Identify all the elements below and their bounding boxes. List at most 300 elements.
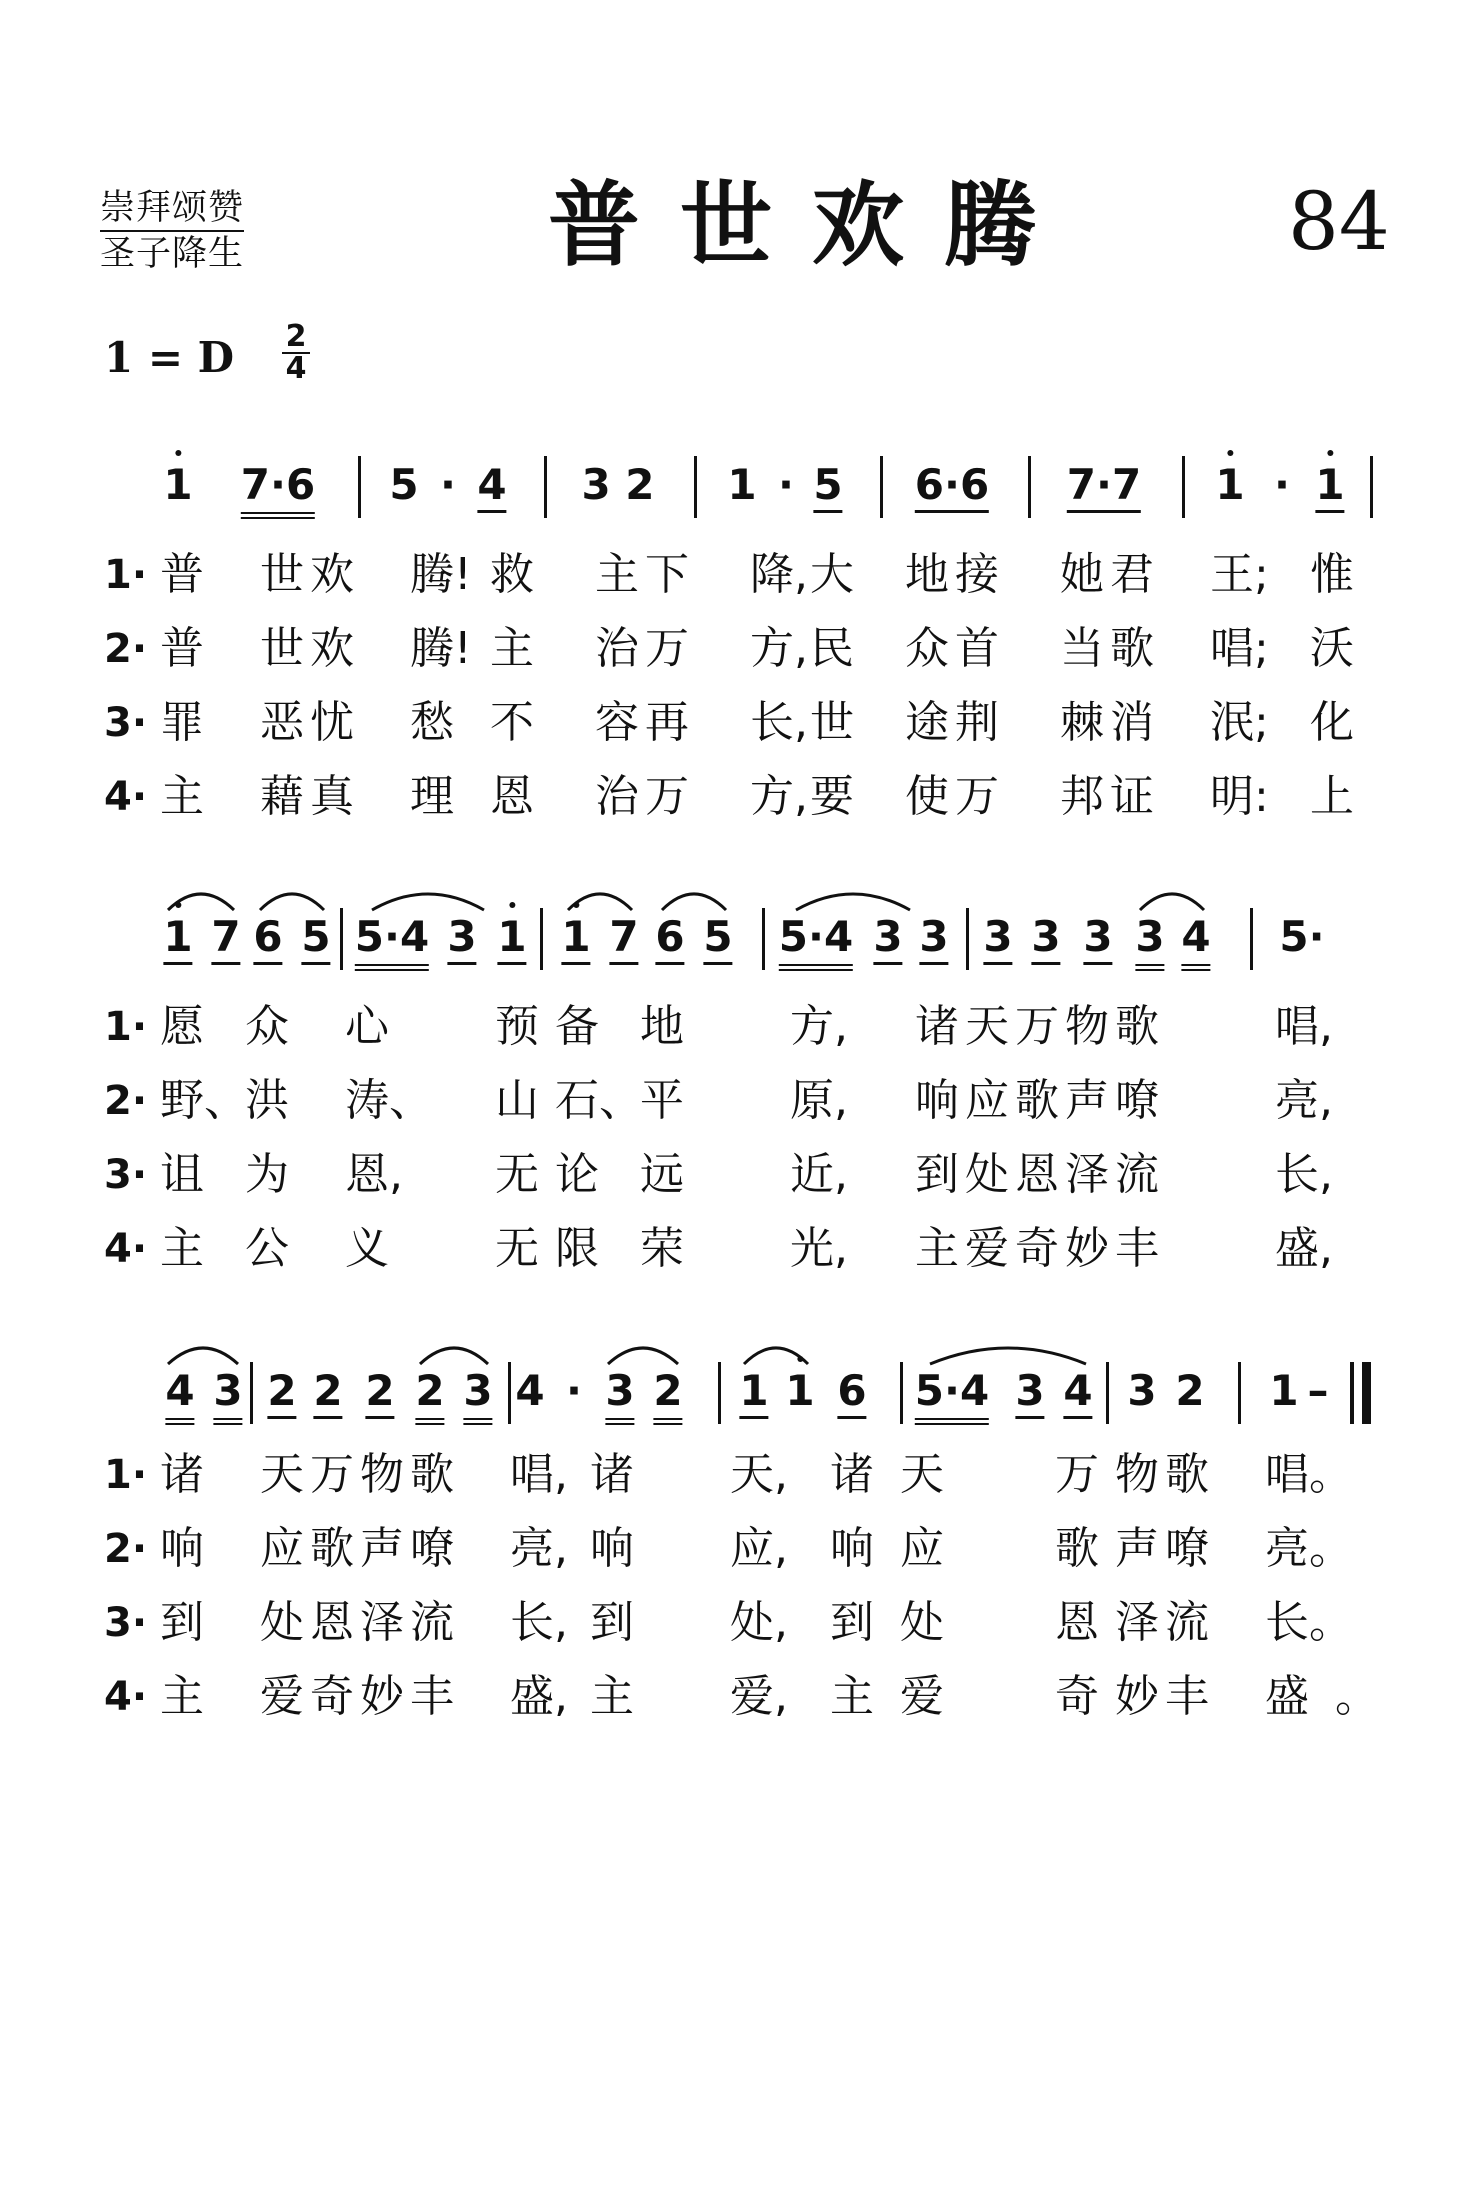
lyric-syllable: 限: [555, 1223, 599, 1274]
note-digit: 3: [983, 912, 1013, 961]
hymn-number: 84: [1288, 175, 1390, 268]
note: [301, 912, 330, 965]
note-digit: 3: [605, 1366, 635, 1415]
note: [1127, 1366, 1156, 1416]
lyric-syllable: 处,: [730, 1597, 788, 1648]
slur-arc: [568, 894, 632, 910]
note: [739, 1366, 768, 1419]
note-digit: 7: [211, 912, 241, 961]
lyric-syllable: 腾!: [410, 549, 472, 600]
lyric-syllable: 大: [810, 549, 854, 600]
lyric-syllable: 主: [490, 623, 534, 674]
note-digit: 2: [313, 1366, 343, 1415]
lyric-syllable: 治: [595, 623, 639, 674]
note: [241, 460, 315, 519]
lyric-syllable: 降,: [750, 549, 808, 600]
lyric-syllable: 物: [1065, 1001, 1109, 1052]
note-digit: 1: [739, 1366, 769, 1415]
note: [213, 1366, 242, 1425]
barline: [508, 1362, 511, 1424]
barline: [1238, 1362, 1241, 1424]
verse-number: 1·: [104, 1452, 148, 1498]
lyric-syllable: 到: [160, 1597, 204, 1648]
lyric-syllable: 世: [810, 697, 854, 748]
note: [779, 912, 853, 971]
lyric-syllable: 无: [495, 1223, 539, 1274]
lyric-syllable: 君: [1110, 549, 1154, 600]
verse-number: 2·: [104, 1526, 148, 1572]
barline: [966, 908, 969, 970]
lyric-syllable: 流: [1165, 1597, 1209, 1648]
lyric-syllable: 无: [495, 1149, 539, 1200]
lyric-syllable: 应: [965, 1075, 1009, 1126]
lyric-syllable: 天,: [730, 1449, 788, 1500]
lyric-syllable: 恩: [310, 1597, 354, 1648]
category-secondary: 圣子降生: [100, 234, 245, 274]
lyric-syllable: 响: [590, 1523, 634, 1574]
lyric-line-verse-2: [0, 1522, 1476, 1582]
note-digit: 3: [1127, 1366, 1157, 1415]
slur: [166, 1340, 240, 1366]
note-digit: 3: [447, 912, 477, 961]
note-digit: 5: [301, 912, 331, 961]
lyric-syllable: 爱: [900, 1671, 944, 1722]
lyric-syllable: 爱,: [730, 1671, 788, 1722]
lyric-syllable: 恩,: [345, 1149, 403, 1200]
note-digit: 2: [365, 1366, 395, 1415]
note-digit: –: [1307, 1366, 1329, 1415]
note: [1031, 912, 1060, 965]
lyric-syllable: 公: [245, 1223, 289, 1274]
lyric-syllable: 地: [640, 1001, 684, 1052]
slur-arc: [372, 894, 484, 910]
lyric-syllable: 嘹: [1165, 1523, 1209, 1574]
lyric-syllable: 恩: [1055, 1597, 1099, 1648]
lyric-syllable: 备: [555, 1001, 599, 1052]
lyric-syllable: 惟: [1310, 549, 1354, 600]
note-digit: 2: [653, 1366, 683, 1415]
lyric-line-verse-1: [0, 548, 1476, 608]
lyric-syllable: 亮,: [510, 1523, 568, 1574]
lyric-syllable: 方,: [750, 623, 808, 674]
slur-arc: [796, 894, 910, 910]
note: [609, 912, 638, 965]
final-barline-thin: [1350, 1362, 1354, 1424]
note-digit: 3: [873, 912, 903, 961]
lyric-syllable: 唱,: [510, 1449, 568, 1500]
augmentation-dot: [566, 1366, 582, 1416]
lyric-syllable: 普: [160, 549, 204, 600]
lyric-syllable: 唱;: [1210, 623, 1269, 674]
slur-arc: [608, 1348, 678, 1364]
note-digit: ·: [440, 460, 456, 509]
lyric-syllable: 荣: [640, 1223, 684, 1274]
barline: [718, 1362, 721, 1424]
lyric-syllable: 治: [595, 771, 639, 822]
lyric-syllable: 泯;: [1210, 697, 1269, 748]
lyric-syllable: 棘: [1060, 697, 1104, 748]
slur: [606, 1340, 680, 1366]
verse-number: 1·: [104, 552, 148, 598]
note: [497, 912, 526, 965]
note: [267, 1366, 296, 1419]
lyric-syllable: 万: [645, 771, 689, 822]
lyric-syllable: 论: [555, 1149, 599, 1200]
slur-arc: [260, 894, 324, 910]
lyric-syllable: 。: [1335, 1671, 1379, 1722]
lyric-syllable: 天: [900, 1449, 944, 1500]
lyric-syllable: 歌: [410, 1449, 454, 1500]
note: [813, 460, 842, 513]
note: [1015, 1366, 1044, 1419]
lyric-syllable: 长,: [510, 1597, 568, 1648]
lyric-syllable: 野、: [160, 1075, 248, 1126]
note: [983, 912, 1012, 965]
lyric-syllable: 亮,: [1275, 1075, 1333, 1126]
lyric-line-verse-4: [0, 1222, 1476, 1282]
lyric-syllable: 众: [905, 623, 949, 674]
lyric-syllable: 长。: [1265, 1597, 1353, 1648]
lyric-syllable: 物: [1115, 1449, 1159, 1500]
lyric-syllable: 处: [260, 1597, 304, 1648]
lyric-syllable: 沃: [1310, 623, 1354, 674]
lyric-syllable: 涛、: [345, 1075, 433, 1126]
note-digit: 1: [1269, 1366, 1299, 1415]
lyric-syllable: 天: [260, 1449, 304, 1500]
lyric-syllable: 要: [810, 771, 854, 822]
lyric-syllable: 声: [1065, 1075, 1109, 1126]
slur-arc: [1140, 894, 1204, 910]
barline: [1250, 908, 1253, 970]
note-digit: 7·6: [240, 460, 316, 509]
lyric-syllable: 歌: [310, 1523, 354, 1574]
lyric-syllable: 到: [915, 1149, 959, 1200]
note: [655, 912, 684, 965]
lyric-syllable: 主: [915, 1223, 959, 1274]
lyric-syllable: 世: [260, 549, 304, 600]
slur: [928, 1340, 1088, 1366]
lyric-syllable: 奇: [1015, 1223, 1059, 1274]
note-digit: 5: [389, 460, 419, 509]
lyric-syllable: 罪: [160, 697, 204, 748]
lyric-syllable: 原,: [790, 1075, 848, 1126]
verse-number: 4·: [104, 1226, 148, 1272]
lyric-syllable: 丰: [1165, 1671, 1209, 1722]
lyric-syllable: 响: [830, 1523, 874, 1574]
barline: [694, 456, 697, 518]
slur-arc: [168, 894, 234, 910]
lyric-syllable: 恶: [260, 697, 304, 748]
lyric-syllable: 当: [1060, 623, 1104, 674]
lyric-line-verse-1: [0, 1448, 1476, 1508]
note: [919, 912, 948, 965]
lyric-syllable: 欢: [310, 623, 354, 674]
lyric-syllable: 为: [245, 1149, 289, 1200]
lyric-syllable: 妙: [1115, 1671, 1159, 1722]
lyric-syllable: 石、: [555, 1075, 643, 1126]
lyric-syllable: 声: [360, 1523, 404, 1574]
high-octave-dot: [1327, 450, 1333, 456]
lyric-syllable: 恩: [1015, 1149, 1059, 1200]
lyric-syllable: 不: [490, 697, 534, 748]
lyric-syllable: 应: [260, 1523, 304, 1574]
time-signature-top: 2: [282, 322, 310, 354]
lyric-syllable: 爱: [965, 1223, 1009, 1274]
verse-number: 1·: [104, 1004, 148, 1050]
lyric-syllable: 妙: [1065, 1223, 1109, 1274]
barline: [1370, 456, 1373, 518]
note: [1269, 1366, 1298, 1416]
lyric-syllable: 途: [905, 697, 949, 748]
high-octave-dot: [1227, 450, 1233, 456]
slur: [418, 1340, 490, 1366]
barline: [1182, 456, 1185, 518]
lyric-syllable: 处: [965, 1149, 1009, 1200]
verse-number: 4·: [104, 774, 148, 820]
lyric-line-verse-4: [0, 1670, 1476, 1730]
lyric-syllable: 义: [345, 1223, 389, 1274]
note: [915, 1366, 989, 1425]
note: [727, 460, 756, 510]
lyric-syllable: 真: [310, 771, 354, 822]
lyric-syllable: 山: [495, 1075, 539, 1126]
note-digit: 1: [561, 912, 591, 961]
lyric-syllable: 主: [590, 1671, 634, 1722]
lyric-syllable: 她: [1060, 549, 1104, 600]
note-digit: 5·4: [354, 912, 430, 961]
note: [561, 912, 590, 965]
lyric-syllable: 流: [1115, 1149, 1159, 1200]
lyric-syllable: 奇: [310, 1671, 354, 1722]
lyric-syllable: 愁: [410, 697, 454, 748]
slur: [370, 886, 486, 912]
augmentation-dot: [778, 460, 794, 510]
barline: [544, 456, 547, 518]
hymn-title: 普世欢腾: [548, 171, 1077, 279]
slur-arc: [744, 1348, 808, 1364]
note: [1063, 1366, 1092, 1419]
barline: [340, 908, 343, 970]
note: [163, 912, 192, 965]
lyric-syllable: 忧: [310, 697, 354, 748]
lyric-syllable: 地: [905, 549, 949, 600]
lyric-syllable: 响: [160, 1523, 204, 1574]
slur: [258, 886, 326, 912]
note-digit: 3: [1015, 1366, 1045, 1415]
lyric-syllable: 救: [490, 549, 534, 600]
note-digit: 3: [463, 1366, 493, 1415]
note-digit: 1: [727, 460, 757, 509]
barline: [1028, 456, 1031, 518]
note: [605, 1366, 634, 1425]
note: [1181, 912, 1210, 971]
note-digit: 6: [655, 912, 685, 961]
lyric-line-verse-3: [0, 1148, 1476, 1208]
lyric-syllable: 诸: [590, 1449, 634, 1500]
note-digit: 3: [919, 912, 949, 961]
slur: [660, 886, 728, 912]
lyric-line-verse-3: [0, 696, 1476, 756]
note: [477, 460, 506, 513]
note-digit: 1: [1315, 460, 1345, 509]
lyric-syllable: 长,: [1275, 1149, 1333, 1200]
note: [1279, 912, 1324, 962]
lyric-syllable: 洪: [245, 1075, 289, 1126]
lyric-syllable: 爱: [260, 1671, 304, 1722]
barline: [762, 908, 765, 970]
note: [581, 460, 654, 510]
lyric-syllable: 理: [410, 771, 454, 822]
verse-number: 4·: [104, 1674, 148, 1720]
lyric-syllable: 盛: [1265, 1671, 1309, 1722]
lyric-syllable: 主: [160, 771, 204, 822]
lyric-syllable: 诸: [915, 1001, 959, 1052]
lyric-syllable: 唱。: [1265, 1449, 1353, 1500]
lyric-syllable: 主: [160, 1671, 204, 1722]
barline: [250, 1362, 253, 1424]
note: [1067, 460, 1141, 513]
barline: [900, 1362, 903, 1424]
note: [163, 460, 192, 510]
lyric-syllable: 再: [645, 697, 689, 748]
lyric-syllable: 歌: [1110, 623, 1154, 674]
slur: [1138, 886, 1206, 912]
note: [873, 912, 902, 965]
note-digit: 4: [165, 1366, 195, 1415]
note-digit: 6: [837, 1366, 867, 1415]
note-digit: 5·4: [778, 912, 854, 961]
lyric-syllable: 容: [595, 697, 639, 748]
lyric-syllable: 歌: [1165, 1449, 1209, 1500]
note: [165, 1366, 194, 1425]
lyric-syllable: 接: [955, 549, 999, 600]
high-octave-dot: [175, 450, 181, 456]
lyric-syllable: 长,: [750, 697, 808, 748]
lyric-syllable: 众: [245, 1001, 289, 1052]
barline: [880, 456, 883, 518]
lyric-syllable: 腾!: [410, 623, 472, 674]
lyric-syllable: 近,: [790, 1149, 848, 1200]
note-digit: 1: [163, 912, 193, 961]
lyric-syllable: 万: [1015, 1001, 1059, 1052]
lyric-syllable: 藉: [260, 771, 304, 822]
lyric-syllable: 流: [410, 1597, 454, 1648]
note-digit: 5·4: [914, 1366, 990, 1415]
note-digit: 1: [163, 460, 193, 509]
note-digit: 7: [609, 912, 639, 961]
lyric-syllable: 诸: [830, 1449, 874, 1500]
lyric-syllable: 妙: [360, 1671, 404, 1722]
lyric-syllable: 明:: [1210, 771, 1269, 822]
lyric-syllable: 歌: [1015, 1075, 1059, 1126]
note-digit: 3: [213, 1366, 243, 1415]
note-digit: 6·6: [914, 460, 990, 509]
note-digit: ·: [1274, 460, 1290, 509]
lyric-line-verse-4: [0, 770, 1476, 830]
lyric-syllable: 应: [900, 1523, 944, 1574]
lyric-syllable: 诅: [160, 1149, 204, 1200]
note: [355, 912, 429, 971]
note: [447, 912, 476, 965]
barline: [540, 908, 543, 970]
lyric-syllable: 主: [595, 549, 639, 600]
note: [389, 460, 418, 510]
note-digit: 4: [477, 460, 507, 509]
note: [515, 1366, 544, 1416]
lyric-syllable: 万: [955, 771, 999, 822]
note-digit: 5·: [1279, 912, 1325, 961]
slur-arc: [662, 894, 726, 910]
note: [211, 912, 240, 965]
note-digit: ·: [566, 1366, 582, 1415]
lyric-syllable: 天: [965, 1001, 1009, 1052]
lyric-syllable: 盛,: [1275, 1223, 1333, 1274]
slur: [794, 886, 912, 912]
barline: [1106, 1362, 1109, 1424]
lyric-syllable: 泽: [1065, 1149, 1109, 1200]
slur-arc: [930, 1348, 1086, 1364]
lyric-syllable: 普: [160, 623, 204, 674]
slur: [166, 886, 236, 912]
lyric-syllable: 应,: [730, 1523, 788, 1574]
high-octave-dot: [509, 902, 515, 908]
lyric-syllable: 主: [830, 1671, 874, 1722]
note-digit: ·: [778, 460, 794, 509]
lyric-syllable: 方,: [790, 1001, 848, 1052]
lyric-syllable: 诸: [160, 1449, 204, 1500]
lyric-syllable: 丰: [1115, 1223, 1159, 1274]
lyric-syllable: 远: [640, 1149, 684, 1200]
lyric-syllable: 愿: [160, 1001, 204, 1052]
lyric-syllable: 响: [915, 1075, 959, 1126]
note-digit: 1: [785, 1366, 815, 1415]
note: [1315, 460, 1344, 513]
note: [785, 1366, 814, 1416]
note-digit: 3: [1031, 912, 1061, 961]
lyric-syllable: 主: [160, 1223, 204, 1274]
note: [463, 1366, 492, 1425]
note: [313, 1366, 342, 1419]
note: [365, 1366, 394, 1419]
lyric-line-verse-2: [0, 1074, 1476, 1134]
final-barline-thick: [1362, 1362, 1371, 1424]
lyric-line-verse-2: [0, 622, 1476, 682]
lyric-syllable: 化: [1310, 697, 1354, 748]
lyric-syllable: 王;: [1210, 549, 1269, 600]
lyric-syllable: 盛,: [510, 1671, 568, 1722]
verse-number: 3·: [104, 700, 148, 746]
lyric-syllable: 使: [905, 771, 949, 822]
note-digit: 7·7: [1066, 460, 1142, 509]
lyric-syllable: 嘹: [1115, 1075, 1159, 1126]
lyric-syllable: 歌: [1055, 1523, 1099, 1574]
category-primary: 崇拜颂赞: [100, 186, 244, 232]
note-digit: 3: [1135, 912, 1165, 961]
time-signature: [282, 319, 310, 386]
lyric-syllable: 歌: [1115, 1001, 1159, 1052]
note: [703, 912, 732, 965]
augmentation-dot: [440, 460, 456, 510]
note-digit: 6: [253, 912, 283, 961]
note: [415, 1366, 444, 1425]
note: [253, 912, 282, 965]
slur-arc: [168, 1348, 238, 1364]
key-signature: 1 = D: [104, 333, 235, 382]
lyric-syllable: 预: [495, 1001, 539, 1052]
note-digit: 2: [415, 1366, 445, 1415]
augmentation-dot: [1274, 460, 1290, 510]
verse-number: 3·: [104, 1600, 148, 1646]
